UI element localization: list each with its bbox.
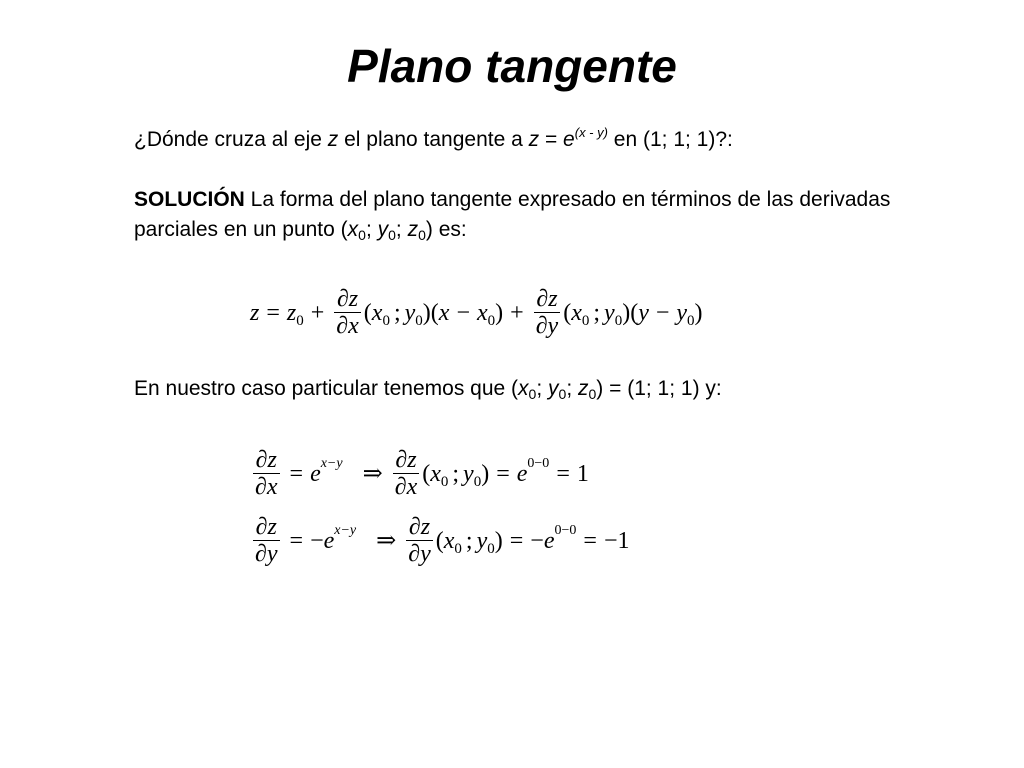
solution-text: SOLUCIÓN La forma del plano tangente expresado en términos de las derivadas parciales en un punto ($x_0$; $y_0$; $z_0$) es: <box>134 188 891 243</box>
partial-y-formula: $\frac{\partial z}{\partial y}$ = −ex−y ⇒ $\frac{\partial z}{\partial y}$ (x0 ; y0) = −e0−0 = −1 <box>255 514 630 567</box>
fraction-dz-dx: $\frac{\partial z}{\partial x}$ <box>336 286 359 339</box>
tangent-plane-formula: z = z0 + $\frac{\partial z}{\partial x}$ (x0 ; y0)(x − x0) + $\frac{\partial z}{\partial y}$ (x0 ; y0)(y − y0) <box>250 286 703 339</box>
solution-label: SOLUCIÓN <box>134 188 245 211</box>
partial-x-formula: $\frac{\partial z}{\partial x}$ = ex−y ⇒ $\frac{\partial z}{\partial x}$ (x0 ; y0) = e0−0 = 1 <box>255 447 589 500</box>
slide-title: Plano tangente <box>347 40 677 92</box>
question-text: ¿Dónde cruza al eje z el plano tangente a $z = e^{(x - y)}$ en (1; 1; 1)?: <box>134 125 733 151</box>
case-text: En nuestro caso particular tenemos que ($x_0$; $y_0$; $z_0) = (1$; 1; 1) y: <box>134 377 722 402</box>
fraction-dz-dy: $\frac{\partial z}{\partial y}$ <box>535 286 559 339</box>
